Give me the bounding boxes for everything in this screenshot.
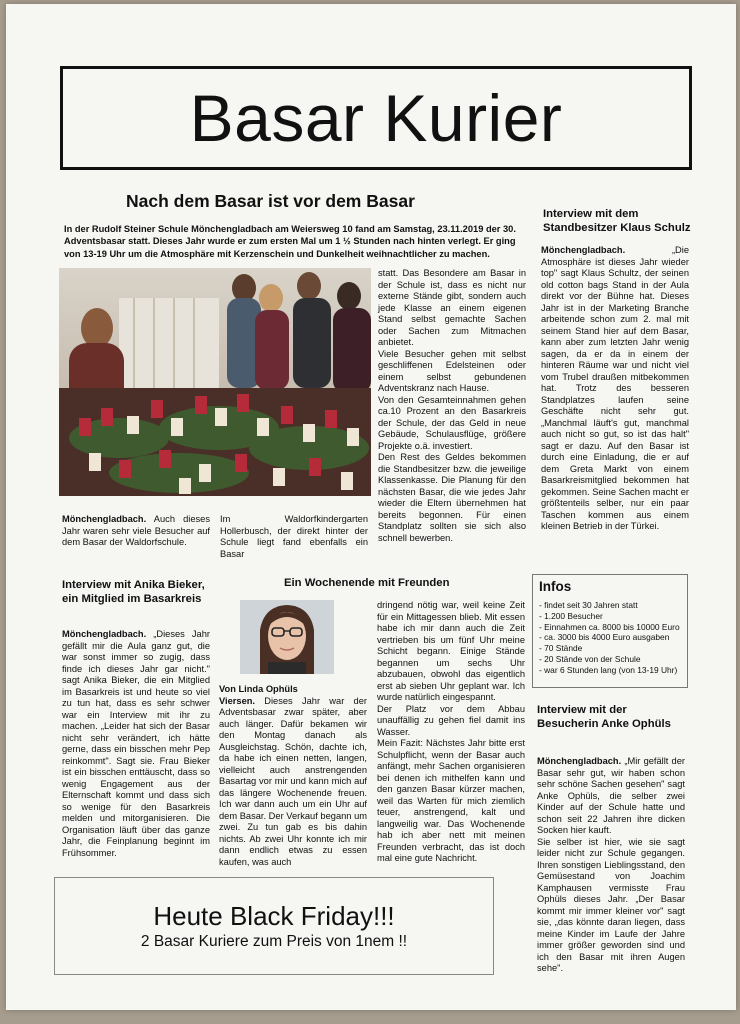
- infos-item: - findet seit 30 Jahren statt: [539, 600, 638, 610]
- masthead-box: [60, 66, 692, 170]
- interview-anke-city: Mönchengladbach.: [537, 756, 622, 766]
- infos-box: [532, 574, 688, 688]
- interview-anika-city: Mönchengladbach.: [62, 629, 147, 639]
- caption-city: Mönchengladbach.: [62, 514, 147, 524]
- interview-anke-paragraph: [537, 756, 685, 975]
- infos-item: - 20 Stände von der Schule: [539, 653, 641, 664]
- ad-subline: 2 Basar Kuriere zum Preis von 1nem !!: [140, 932, 408, 950]
- weekend-text: Dieses Jahr war der Adventsbasar zwar später, aber auch länger. Dafür bekamen wir den Montag danach als Ausgleichstag. Schön, dachte ich, da habe ich einen netten, langen, vielleicht auch anstrengenden Basartag vor mir und kann mich auf das längere Wochenende freuen. Ich war dann auch um ein Uhr auf dem Basar. Der Verkauf begann um zwei. Zu tun gab es bis dahin nichts. Ab zwei Uhr konnte ich mir dann endlich etwas zu essen kaufen, was auch: [219, 695, 367, 867]
- author-portrait: [240, 600, 334, 674]
- interview-anika-body: [62, 629, 210, 859]
- weekend-title: Ein Wochenende mit Freunden: [284, 577, 450, 589]
- infos-item: - 1.200 Besucher: [539, 610, 603, 621]
- infos-item: - war 6 Stunden lang (von 13-19 Uhr): [539, 664, 678, 675]
- weekend-col2-text: dringend nötig war, weil keine Zeit für ein Mittagessen blieb. Mit essen habe ich mir dann auch die Zeit vertrieben bis um fünf Uhr meine Schicht begann. Einige Stände begannen um sechs Uhr abzubauen, obwohl das eigentlich erst ab sieben Uhr geplant war. Ich wurde natürlich eingespannt. Der Platz vor dem Abbau unauffällig zu gehen fiel damit ins Wasser. Mein Fazit: Nächstes Jahr bitte erst Schulpflicht, wenn der Basar auch anfängt, mehr Sachen organisieren bei denen ich mithelfen kann und den ganzen Basar kürzer machen, weil das Warten für mich ziemlich teuer, anstrengend, kalt und langweilig war. Das Wochenende hab ich aber nett mit meinen Freunden verbracht, das ist doch mal eine gute Nachricht.: [377, 600, 525, 864]
- interview-anke-text: „Mir gefällt der Basar sehr gut, wir haben schon sehr schöne Sachen gesehen" sagt Anke Ophüls, die selber zwei Kinder auf der Schule hatte und schon seit 22 Jahren ihre dicken Socken hier kauft. Sie selber ist hier, wie sie sagt leider nicht zur Schule gegangen. Ihren sonstigen Lieblingsstand, den Gemüsestand von Joachim Kamphausen vermisste Frau Ophüls dieses Jahr. „Der Basar kommt mir immer kleiner vor" sagt sie, „das könnte daran liegen, dass meine Kinder im Laufe der Jahre immer größer geworden sind und ich den Basar mit ihren Augen sehe".: [537, 756, 685, 974]
- infos-item: - Einnahmen ca. 8000 bis 10000 Euro: [539, 621, 680, 632]
- infos-title: Infos: [539, 579, 572, 594]
- infos-item: - 70 Stände: [539, 643, 583, 653]
- interview-anke-body: [537, 756, 685, 975]
- main-article-col2-text: Im Waldorfkindergarten Hollerbusch, der direkt hinter der Schule liegt fand ebenfalls ein Basar: [220, 514, 368, 559]
- main-article-col3-text: statt. Das Besondere am Basar in der Schule ist, dass es nicht nur externe Stände gibt, sondern auch jede Klasse an einem eigenen Stand selbst gemachte Sachen oder Sachen zum Mitmachen anbietet. Viele Besucher gehen mit selbst geschliffenen Edelsteinen oder einem selbst gebundenen Adventskranz nach Hause. Von den Gesamteinnahmen gehen ca.10 Prozent an den Basarkreis der Schule, der das Geld in neue Gebäude, Schulausflüge, größere Projekte o.ä. investiert. Den Rest des Geldes bekommen die Standbesitzer bzw. die jeweilige Klassenkasse. Die Planung für den nächsten Basar, die wie jedes Jahr wieder die Eltern übernehmen hat bereits begonnen. Für einen Standplatz sollten sie sich also schnell bewerben.: [378, 268, 526, 543]
- weekend-col2: [377, 600, 525, 865]
- infos-item: - ca. 3000 bis 4000 Euro ausgaben: [539, 632, 670, 643]
- interview-klaus-title: Interview mit dem Standbesitzer Klaus Schulz: [543, 208, 691, 235]
- weekend-body: [219, 684, 367, 868]
- newspaper-title: Basar Kurier: [189, 81, 563, 155]
- interview-anika-text: „Dieses Jahr gefällt mir die Aula ganz gut, die war sonst immer so zugig, dass finde ich dieses Jahr gar nicht." sagt Anika Bieker, die ein Mitglied im Basarkreis ist und heute so viel zu tun hat, dass es sehr schwer war ein Interview mit ihr zu machen. „Leider hat sich der Basar nicht sehr verändert, ich hätte gerne, dass ein bisschen mehr Pep reinkommt". Sagt sie. Frau Bieker ist ein bisschen enttäuscht, dass so wenig Engagement aus der Elternschaft kommt und dass sich so wenige für den Basarkreis melden und mitorganisieren. Die Organisation läuft über das ganze Jahr, die Feinplanung beginnt im Frühsommer.: [62, 629, 210, 858]
- interview-klaus-city: Mönchengladbach.: [541, 245, 626, 255]
- weekend-author: Von Linda Ophüls: [219, 684, 298, 694]
- interview-anke-title: Interview mit der Besucherin Anke Ophüls: [537, 704, 671, 731]
- interview-klaus-body: [541, 245, 689, 533]
- main-lead: In der Rudolf Steiner Schule Mönchengladbach am Weiersweg 10 fand am Samstag, 23.11.2019 der 30. Adventsbasar statt. Dieses Jahr wurde er zum ersten Mal um 1 ½ Stunden nach hinten verlegt. Er ging von 13-19 Uhr um die Atmosphäre mit Kerzenschein und Dunkelheit weihnachtlicher zu machen.: [64, 224, 516, 259]
- main-article-col2: [220, 514, 368, 560]
- basar-photo: [59, 268, 371, 496]
- weekend-city: Viersen.: [219, 695, 256, 706]
- interview-klaus-text: „Die Atmosphäre ist dieses Jahr wieder top" sagt Klaus Schultz, der seinen old cotton bags Stand in der Aula direkt vor der Bühne hat. Dieses Jahr ist in der Marketing Branche arbeitende schon zum 2. mal mit seinem Stand hier auf dem Basar, kann aber zum letzten Jahr wenig sagen, da er da in einem der hinteren Räume war und nicht viel vom Trubel draußen mitbekommen hat. Trotz des besseren Standplatzes laufen seine Geschäfte nicht sehr gut. „Manchmal läuft's gut, manchmal auch nicht so gut, so ist das halt" sagt er dazu. Auf den Basar ist durch eine Einladung, die er auf dem Greta Markt von einem Basarkreismitglied bekommen hat gekommen. Seine Sachen macht er größtenteils selber, nur ein paar Taschen kommen aus einem kleinen Betrieb in der Türkei.: [541, 245, 689, 532]
- black-friday-ad: [54, 877, 494, 975]
- main-headline: Nach dem Basar ist vor dem Basar: [126, 191, 415, 211]
- interview-anika-title: Interview mit Anika Bieker, ein Mitglied im Basarkreis: [62, 579, 205, 606]
- photo-caption: [62, 514, 210, 549]
- main-article-col3: [378, 268, 526, 544]
- ad-headline: Heute Black Friday!!!: [153, 901, 395, 931]
- caption-text: Auch dieses Jahr waren sehr viele Besucher auf dem Basar der Waldorfschule.: [62, 514, 210, 548]
- infos-list: [539, 600, 681, 675]
